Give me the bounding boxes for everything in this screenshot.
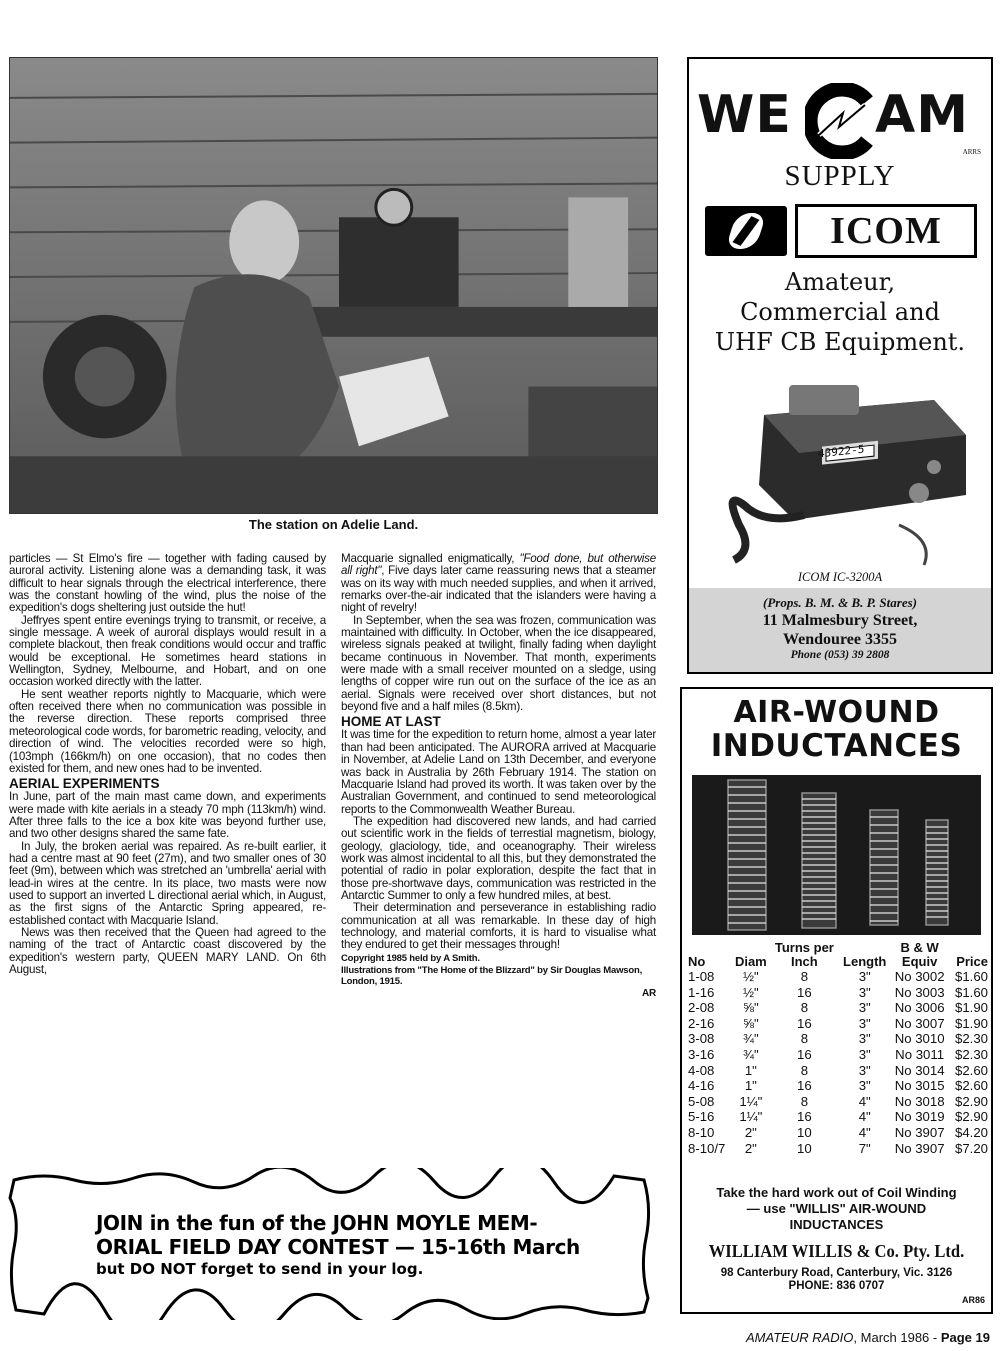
wecam-logo-left: WE bbox=[697, 85, 792, 145]
table-cell: 3" bbox=[858, 1046, 871, 1062]
paragraph-text: , Five days later came reassuring news that a steamer was on its way with much needed supplies, and when it arrived, remarks over-the-air indicated that the islanders were having a night of revelry! bbox=[341, 564, 656, 615]
table-cell: 16 bbox=[797, 984, 812, 1000]
table-cell: 16 bbox=[797, 1109, 812, 1125]
radio-image bbox=[704, 375, 980, 571]
street-address: 11 Malmesbury Street, bbox=[762, 612, 918, 629]
equipment-lines bbox=[689, 267, 991, 357]
issue-date: , March 1986 - bbox=[853, 1330, 941, 1345]
table-row bbox=[688, 1109, 988, 1125]
company-address: 98 Canterbury Road, Canterbury, Vic. 3126 bbox=[720, 1267, 953, 1279]
table-cell: $1.60 bbox=[954, 984, 988, 1000]
table-cell: No 3007 bbox=[894, 1015, 945, 1031]
table-cell: 1" bbox=[744, 1062, 757, 1078]
table-cell: $4.20 bbox=[954, 1124, 988, 1140]
wecam-logo-right: AM bbox=[875, 85, 969, 145]
article-paragraph: It was time for the expedition to return home, almost a year later than had been anticipated. The AURORA arrived at Macquarie in November, at Adelie Land on 13th December, and everyone was back in Australia by 26th February 1914. The station on Macquarie Island had proved its worth. It was taken over by the Australian Government, and continued to send meteorological reports to the Commonwealth Weather Bureau. bbox=[341, 728, 656, 816]
table-cell: 2" bbox=[744, 1140, 757, 1156]
company-name: WILLIAM WILLIS & Co. Pty. Ltd. bbox=[708, 1241, 965, 1261]
table-cell: 3" bbox=[858, 984, 871, 1000]
column-header: Price bbox=[956, 954, 988, 969]
table-cell: 16 bbox=[797, 1046, 812, 1062]
table-cell: 2" bbox=[744, 1124, 757, 1140]
table-cell: No 3010 bbox=[894, 1031, 945, 1047]
table-cell: $1.60 bbox=[954, 969, 988, 984]
town-address: Wendouree 3355 bbox=[783, 631, 897, 648]
table-row bbox=[688, 1141, 988, 1157]
heading-aerial-experiments: AERIAL EXPERIMENTS bbox=[9, 776, 160, 792]
inductance-price-table bbox=[688, 941, 988, 1156]
table-cell: No 3907 bbox=[894, 1140, 945, 1156]
photo-caption: The station on Adelie Land. bbox=[248, 517, 419, 532]
proprietors: (Props. B. M. & B. P. Stares) bbox=[763, 595, 917, 610]
icom-logo-row bbox=[705, 204, 977, 258]
table-cell: 3" bbox=[858, 1062, 871, 1078]
inductance-tagline bbox=[682, 1185, 991, 1233]
table-cell: 16 bbox=[797, 1078, 812, 1094]
article-paragraph: Their determination and perseverance in establishing radio communication at all was remarkable. In these day of high technology, and material comforts, it is hard to visualise what they endured to get their messages through! bbox=[341, 901, 656, 952]
wecam-logo bbox=[697, 77, 985, 161]
column-header bbox=[732, 941, 769, 955]
radio-display-readout: 43922-5 bbox=[818, 442, 865, 461]
table-cell: 8 bbox=[800, 1000, 809, 1016]
article-paragraph: In June, part of the main mast came down, and experiments were made with kite aerials in a steady 70 mph (113km/h) wind. After three falls to the ice a box kite was beyond further use, and two other designs shared the same fate. bbox=[9, 790, 326, 841]
column-header bbox=[839, 941, 890, 955]
article-right-column bbox=[341, 553, 656, 1001]
table-header-row-top bbox=[688, 941, 988, 955]
coils-photo bbox=[692, 775, 981, 935]
table-cell: No 3006 bbox=[894, 1000, 945, 1016]
table-cell: 8-10/7 bbox=[688, 1140, 726, 1156]
table-cell: No 3015 bbox=[894, 1078, 945, 1094]
contest-banner bbox=[4, 1168, 654, 1320]
table-cell: 5-16 bbox=[688, 1109, 715, 1125]
table-cell: ¾" bbox=[743, 1031, 759, 1047]
table-cell: $7.20 bbox=[954, 1140, 988, 1156]
table-cell: 3-16 bbox=[688, 1046, 715, 1062]
table-cell: 3" bbox=[858, 969, 871, 984]
article-paragraph: The expedition had discovered new lands, and had carried out scientific work in the fields of terrestial magnetism, biology, geology, glaciology, tide, and oceanography. Their wireless work was almost incidental to all this, but they demonstrated the potential of radio in polar exploration, despite the fact that in those pre-shortwave days, communication was restricted in the Antarctic Summer to only a few hundred miles, at best. bbox=[341, 814, 657, 902]
table-cell: $2.60 bbox=[954, 1062, 988, 1078]
article-paragraph: He sent weather reports nightly to Macquarie, which were often received there when no communication was possible in the reverse direction. These reports comprised three meteorological code words, for barometric reading, velocity, and direction of wind. The velocities recorded were so high, (103mph (166km/h) on one occasion), that no codes then existed for them, and new ones had to be invented. bbox=[9, 687, 326, 775]
table-cell: ½" bbox=[743, 969, 759, 984]
article-left-column bbox=[9, 553, 326, 976]
transceiver-drawing bbox=[704, 375, 980, 571]
magazine-name: AMATEUR RADIO bbox=[746, 1330, 854, 1345]
lightning-c-icon bbox=[805, 83, 875, 159]
column-header: B & W bbox=[900, 940, 939, 955]
article-paragraph: Jeffryes spent entire evenings trying to transmit, or receive, a single message. A week of auroral displays would result in a complete blackout, then freak conditions would occur and traffic would be exceptional. He sometimes heard stations in Wellington, Sydney, Melbourne, and Hobart, and on one occasion worked directly with the latter. bbox=[9, 613, 326, 689]
radio-model-label: ICOM IC-3200A bbox=[797, 570, 883, 584]
table-row bbox=[688, 1031, 988, 1047]
copyright-note: Copyright 1985 held by A Smith. bbox=[341, 952, 480, 964]
company-contact bbox=[682, 1267, 991, 1293]
column-header: Diam bbox=[734, 954, 767, 969]
column-header: Turns per bbox=[774, 940, 834, 955]
table-cell: 10 bbox=[797, 1140, 812, 1156]
inductance-title-line2: INDUCTANCES bbox=[710, 728, 963, 764]
arrs-mark: ARRS bbox=[962, 148, 981, 156]
table-row bbox=[688, 1063, 988, 1079]
tagline-line: INDUCTANCES bbox=[789, 1217, 884, 1232]
article-paragraph: In July, the broken aerial was repaired. As re-built earlier, it had a centre mast at 90 feet (27m), and two smaller ones of 30 feet (9m), between which was stretched an 'umbrella' aerial with lead-in wires at the centre. In its place, two masts were now used to support an inverted L directional aerial which, in August, as the first signs of the Antarctic Spring appeared, re- established contact with Macquarie Island. bbox=[9, 839, 326, 927]
table-cell: No 3003 bbox=[894, 984, 945, 1000]
table-row bbox=[688, 1094, 988, 1110]
phone-number: Phone (053) 39 2808 bbox=[790, 649, 890, 661]
column-header bbox=[688, 941, 732, 955]
table-cell: $1.90 bbox=[954, 1000, 988, 1016]
table-cell: No 3002 bbox=[894, 969, 945, 984]
table-cell: 1-08 bbox=[688, 969, 715, 984]
column-header: Equiv bbox=[901, 954, 938, 969]
table-cell: No 3019 bbox=[894, 1109, 945, 1125]
table-cell: $2.30 bbox=[954, 1031, 988, 1047]
table-cell: 8-10 bbox=[688, 1124, 715, 1140]
icom-symbol-icon bbox=[705, 206, 787, 256]
table-cell: 7" bbox=[858, 1140, 871, 1156]
article-paragraph: News was then received that the Queen had agreed to the naming of the tract of Antarctic coast discovered by the expedition's western party, QUEEN MARY LAND. On 6th August, bbox=[9, 925, 326, 976]
table-cell: $2.90 bbox=[954, 1109, 988, 1125]
table-cell: 1¼" bbox=[739, 1093, 763, 1109]
table-cell: 1¼" bbox=[739, 1109, 763, 1125]
table-row bbox=[688, 1125, 988, 1141]
equipment-line: UHF CB Equipment. bbox=[714, 328, 966, 356]
table-cell: 5-08 bbox=[688, 1093, 715, 1109]
table-row bbox=[688, 985, 988, 1001]
table-cell: $1.90 bbox=[954, 1015, 988, 1031]
table-cell: 4-16 bbox=[688, 1078, 715, 1094]
table-cell: No 3907 bbox=[894, 1124, 945, 1140]
equipment-line: Commercial and bbox=[740, 298, 940, 326]
column-header: Inch bbox=[791, 954, 818, 969]
table-row bbox=[688, 969, 988, 985]
table-cell: 4-08 bbox=[688, 1062, 715, 1078]
table-row bbox=[688, 1000, 988, 1016]
equipment-line: Amateur, bbox=[784, 268, 896, 296]
ar-end-tag: AR bbox=[641, 988, 656, 1000]
table-header-row bbox=[688, 955, 988, 969]
banner-text bbox=[96, 1211, 606, 1279]
inductance-advertisement bbox=[680, 687, 993, 1314]
table-body bbox=[688, 969, 988, 1156]
table-cell: No 3018 bbox=[894, 1093, 945, 1109]
quote: "Food done, but otherwise all right" bbox=[341, 552, 657, 578]
banner-line: ORIAL FIELD DAY CONTEST — 15-16th March bbox=[96, 1235, 580, 1259]
table-cell: 2-08 bbox=[688, 1000, 715, 1016]
table-cell: No 3014 bbox=[894, 1062, 945, 1078]
article-paragraph: particles — St Elmo's fire — together with fading caused by auroral activity. Listening alone was a demanding task, it was difficult to hear signals through the electrical interference, there was the constant howling of the wind, plus the noise of the expedition's dogs sheltering just outside the hut! bbox=[9, 552, 326, 615]
table-cell: 8 bbox=[800, 1062, 809, 1078]
table-cell: 8 bbox=[800, 1093, 809, 1109]
inductance-title-line1: AIR-WOUND bbox=[733, 695, 940, 730]
table-cell: 3-08 bbox=[688, 1031, 715, 1047]
table-cell: 8 bbox=[800, 1031, 809, 1047]
wecam-address-block bbox=[689, 588, 991, 672]
column-header bbox=[949, 941, 988, 955]
page-number: Page 19 bbox=[940, 1330, 990, 1345]
table-cell: 3" bbox=[858, 1015, 871, 1031]
paragraph-text: Macquarie signalled enigmatically, bbox=[341, 552, 520, 565]
article-paragraph: In September, when the sea was frozen, communication was maintained with difficulty. In October, when the ice disappeared, wireless signals peaked at twilight, finally fading when daylight became continuous in November. That month, experiments were made with a small receiver mounted on a sledge, using lengths of copper wire run out on the surface of the ice as an aerial. Signals were received over short distances, but not beyond five and a half miles (8.5km). bbox=[341, 613, 656, 714]
heading-home-at-last: HOME AT LAST bbox=[341, 714, 441, 730]
table-cell: 4" bbox=[858, 1093, 871, 1109]
tagline-line: — use "WILLIS" AIR-WOUND bbox=[746, 1201, 927, 1216]
article-paragraph bbox=[341, 553, 656, 615]
table-cell: 1-16 bbox=[688, 984, 715, 1000]
table-cell: 16 bbox=[797, 1015, 812, 1031]
wecam-advertisement bbox=[687, 57, 993, 674]
page-footer bbox=[746, 1330, 990, 1345]
table-cell: 2-16 bbox=[688, 1015, 715, 1031]
table-cell: 8 bbox=[800, 969, 809, 984]
column-header: Length bbox=[843, 954, 887, 969]
icom-wordmark: ICOM bbox=[795, 204, 977, 258]
column-header: No bbox=[688, 954, 706, 969]
table-cell: $2.90 bbox=[954, 1093, 988, 1109]
table-cell: 3" bbox=[858, 1078, 871, 1094]
table-row bbox=[688, 1047, 988, 1063]
illustrations-credit: Illustrations from "The Home of the Blizzard" by Sir Douglas Mawson, London, 1915. bbox=[341, 965, 643, 987]
table-cell: 4" bbox=[858, 1109, 871, 1125]
banner-line: JOIN in the fun of the JOHN MOYLE MEM- bbox=[96, 1211, 538, 1235]
station-photo bbox=[9, 57, 658, 514]
table-cell: 3" bbox=[858, 1031, 871, 1047]
table-cell: ¾" bbox=[743, 1046, 759, 1062]
table-cell: 3" bbox=[858, 1000, 871, 1016]
banner-line: but DO NOT forget to send in your log. bbox=[96, 1260, 424, 1278]
table-cell: ⅝" bbox=[743, 1015, 759, 1031]
tagline-line: Take the hard work out of Coil Winding bbox=[716, 1185, 957, 1200]
table-cell: $2.60 bbox=[954, 1078, 988, 1094]
table-row bbox=[688, 1016, 988, 1032]
table-cell: No 3011 bbox=[895, 1046, 945, 1062]
table-cell: 1" bbox=[744, 1078, 757, 1094]
table-cell: 10 bbox=[797, 1124, 812, 1140]
table-cell: $2.30 bbox=[954, 1046, 988, 1062]
supply-text: SUPPLY bbox=[784, 160, 896, 192]
station-photo-drawing bbox=[10, 58, 657, 513]
ad-code: AR86 bbox=[961, 1295, 985, 1305]
company-phone: PHONE: 836 0707 bbox=[788, 1280, 885, 1292]
table-cell: ½" bbox=[743, 984, 759, 1000]
table-cell: 4" bbox=[858, 1124, 871, 1140]
table-row bbox=[688, 1078, 988, 1094]
table-cell: ⅝" bbox=[743, 1000, 759, 1016]
